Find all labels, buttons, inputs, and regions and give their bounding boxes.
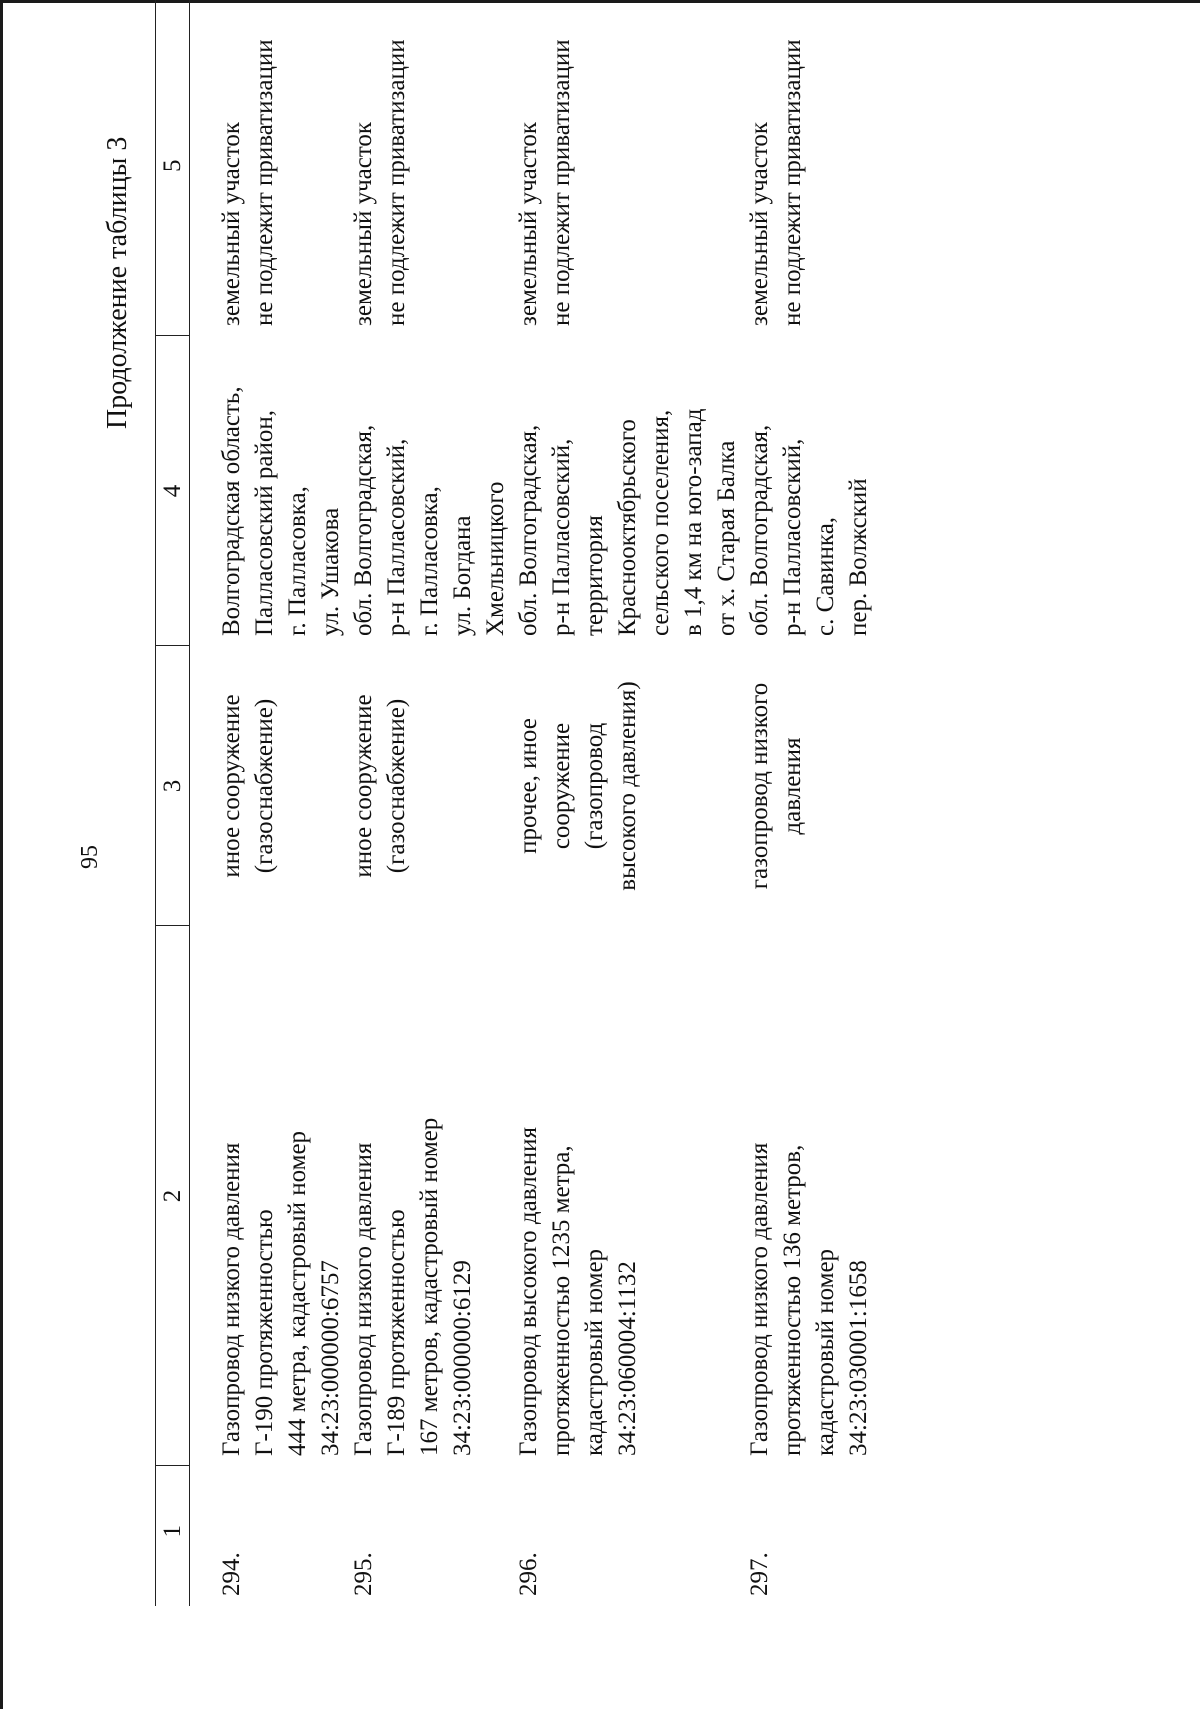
object-type: газопровод низкого давления [746,682,806,890]
header-col-1: 1 [156,1466,190,1606]
object-type: иное сооружение (газоснабжение) [350,694,410,878]
object-note: земельный участок не подлежит приватизации [218,39,278,326]
row-number: 294. [218,1552,245,1596]
table-row [190,0,348,1606]
table-row [347,0,512,1606]
header-col-4: 4 [156,336,190,646]
table-row [743,0,883,1606]
object-name: Газопровод высокого давления протяженностью 1235 метра, кадастровый номер 34:23:060004:1132 [515,1127,641,1456]
object-note: земельный участок не подлежит приватизации [515,39,575,326]
object-name: Газопровод низкого давления Г-190 протяженностью 444 метра, кадастровый номер 34:23:000000:6757 [218,1130,344,1456]
table-title: Продолжение таблицы 3 [102,136,133,429]
row-number: 295. [350,1552,377,1596]
header-col-5: 5 [156,0,190,336]
object-note: земельный участок не подлежит приватизации [350,39,410,326]
object-type: прочее, иное сооружение (газопровод высокого давления) [515,681,641,891]
header-col-2: 2 [156,926,190,1466]
object-type: иное сооружение (газоснабжение) [218,694,278,878]
row-number: 296. [515,1552,542,1596]
object-name: Газопровод низкого давления протяженностью 136 метров, кадастровый номер 34:23:030001:1658 [746,1142,872,1456]
property-table [155,0,883,1606]
table-row [512,0,743,1606]
object-address: обл. Волгоградская, р-н Палласовский, территория Краснооктябрьского сельского поселения, в 1,4 км на юго-запад от х. Старая Балка [515,408,740,636]
page-number: 95 [77,845,103,869]
object-address: обл. Волгоградская, р-н Палласовский, с. Савинка, пер. Волжский [746,424,872,636]
object-name: Газопровод низкого давления Г-189 протяженностью 167 метров, кадастровый номер 34:23:000000:6129 [350,1117,476,1456]
object-address: Волгоградская область, Палласовский район, г. Палласовка, ул. Ушакова [218,386,344,636]
header-col-3: 3 [156,646,190,926]
header-row [156,0,190,1606]
object-note: земельный участок не подлежит приватизации [746,39,806,326]
object-address: обл. Волгоградская, р-н Палласовский, г. Палласовка, ул. Богдана Хмельницкого [350,424,509,636]
row-number: 297. [746,1552,773,1596]
